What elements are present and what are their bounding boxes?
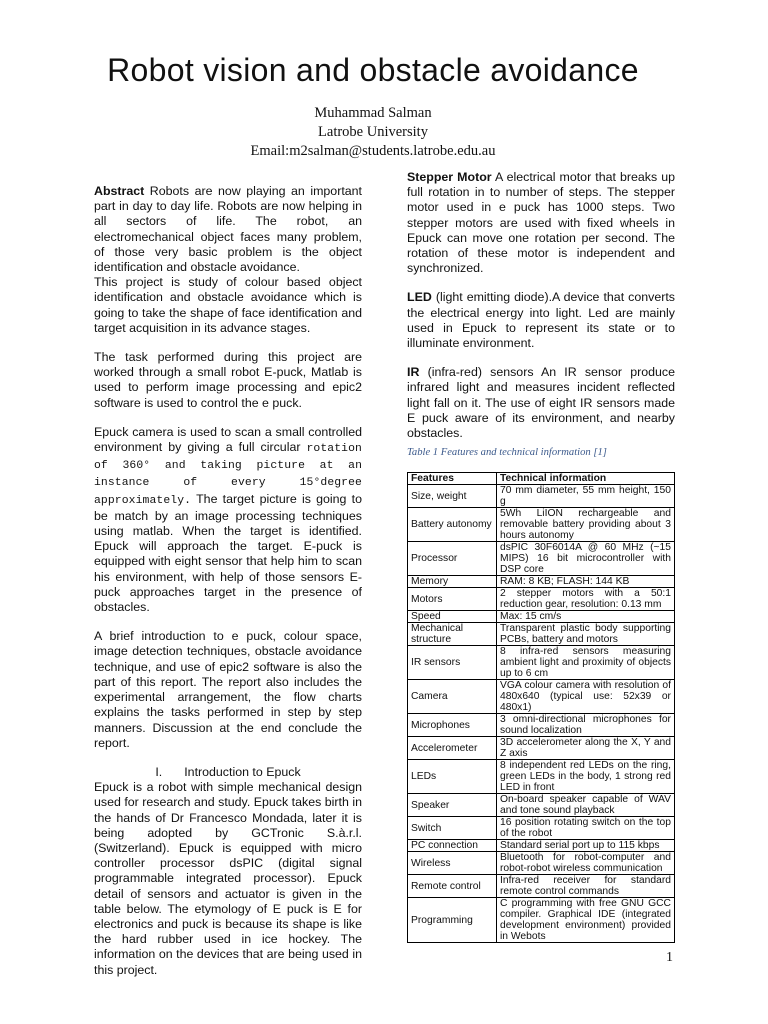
table-cell-info: 3D accelerometer along the X, Y and Z axis: [497, 737, 675, 760]
paragraph-stepper: [407, 170, 675, 276]
table-row: [408, 611, 675, 623]
table-cell-info: 5Wh LiION rechargeable and removable battery providing about 3 hours autonomy: [497, 508, 675, 542]
table-cell-feature: Motors: [408, 588, 497, 611]
table-row: [408, 680, 675, 714]
table-cell-info: Standard serial port up to 115 kbps: [497, 840, 675, 852]
table-cell-feature: IR sensors: [408, 646, 497, 680]
paragraph-led: [407, 290, 675, 351]
table-row: [408, 646, 675, 680]
page-number: 1: [666, 950, 673, 965]
ir-label: IR: [407, 365, 420, 380]
table-cell-feature: Switch: [408, 817, 497, 840]
abstract-text: Robots are now playing an important part in day to day life. Robots are now helping in all sectors of life. The robot, an electromechanical object faces many problem, of those very basic problem is the object identification and obstacle avoidance.: [94, 184, 362, 275]
table-cell-feature: Memory: [408, 576, 497, 588]
table-cell-feature: Microphones: [408, 714, 497, 737]
stepper-label: Stepper Motor: [407, 170, 492, 184]
table-row: [408, 852, 675, 875]
table-cell-feature: Mechanical structure: [408, 623, 497, 646]
table-cell-info: 2 stepper motors with a 50:1 reduction gear, resolution: 0.13 mm: [497, 588, 675, 611]
camera-text-rotation: rotation of 360° and taking picture at an instance of every 15°degree approximately.: [94, 443, 362, 507]
table-cell-feature: Wireless: [408, 852, 497, 875]
led-text: (light emitting diode).A device that converts the electrical energy into light. Led are mainly used in Epuck to represent its state or to illuminate environment.: [407, 290, 675, 351]
abstract-text-continued: This project is study of colour based object identification and obstacle avoidance which is going to take the shape of face identification and target acquisition in its advance stages.: [94, 275, 362, 335]
table-cell-info: VGA colour camera with resolution of 480x640 (typical use: 52x39 or 480x1): [497, 680, 675, 714]
paper-title: Robot vision and obstacle avoidance: [107, 52, 639, 88]
table-cell-info: C programming with free GNU GCC compiler. Graphical IDE (integrated development environment) provided in Webots: [497, 898, 675, 943]
table-cell-info: dsPIC 30F6014A @ 60 MHz (~15 MIPS) 16 bit microcontroller with DSP core: [497, 542, 675, 576]
table-row: [408, 875, 675, 898]
table-cell-info: On-board speaker capable of WAV and tone sound playback: [497, 794, 675, 817]
table-header-info: Technical information: [497, 473, 675, 485]
stepper-text: A electrical motor that breaks up full rotation in to number of steps. The stepper motor used in e puck has 1000 steps. Two stepper motors are used with fixed wheels in Epuck can move one rotation per second. The rotation of these motor is independent and synchronized.: [407, 170, 675, 276]
table-cell-feature: Programming: [408, 898, 497, 943]
spec-table: [407, 472, 675, 943]
led-label: LED: [407, 290, 432, 305]
table-header-row: [408, 473, 675, 485]
table-caption: Table 1 Features and technical information [1]: [407, 447, 607, 459]
table-cell-feature: Speed: [408, 611, 497, 623]
paragraph-task: The task performed during this project are worked through a small robot E-puck, Matlab is used to perform image processing and epic2 software is used to control the e puck.: [94, 350, 362, 410]
table-header-features: Features: [408, 473, 497, 485]
table-cell-feature: Size, weight: [408, 485, 497, 508]
table-cell-info: Bluetooth for robot-computer and robot-robot wireless communication: [497, 852, 675, 875]
author-affiliation: Latrobe University: [318, 124, 428, 140]
table-cell-feature: Processor: [408, 542, 497, 576]
left-column: [94, 184, 362, 992]
author-block: [0, 104, 746, 161]
table-cell-info: 16 position rotating switch on the top of the robot: [497, 817, 675, 840]
camera-text-c: The target picture is going to be match by an image processing techniques using matlab. When the target is identified. Epuck will approach the target. E-puck is equipped with eight sensor that help him to scan his environment, with help of those sensors E-puck approaches target in the presence of obstacles.: [94, 491, 363, 615]
paragraph-ir: [407, 365, 675, 441]
paragraph-intro: A brief introduction to e puck, colour space, image detection techniques, obstacle avoidance technique, and use of epic2 software is also the part of this report. The report also includes the experimental arrangement, the flow charts explains the tasks performed in step by step manners. Discussion at the end conclude the report.: [94, 629, 362, 750]
section-heading: [94, 765, 362, 780]
table-cell-info: RAM: 8 KB; FLASH: 144 KB: [497, 576, 675, 588]
table-row: [408, 840, 675, 852]
table-row: [408, 714, 675, 737]
table-cell-info: 8 infra-red sensors measuring ambient light and proximity of objects up to 6 cm: [497, 646, 675, 680]
table-cell-feature: Speaker: [408, 794, 497, 817]
table-cell-info: 3 omni-directional microphones for sound localization: [497, 714, 675, 737]
abstract: [94, 184, 362, 336]
table-row: [408, 576, 675, 588]
table-cell-feature: LEDs: [408, 760, 497, 794]
paragraph-epuck: Epuck is a robot with simple mechanical design used for research and study. Epuck takes birth in the hands of Dr Francesco Mondada, later it is being adopted by GCTronic S.à.r.l. (Switzerland). Epuck is equipped with micro controller processor dsPIC (digital signal programmable integrated processor). Epuck detail of sensors and actuator is given in the table below. The etymology of E puck is E for electronics and puck is because its shape is like the hard rubber used in ice hockey. The information on the devices that are being used in this project.: [94, 780, 362, 977]
table-cell-info: Transparent plastic body supporting PCBs, battery and motors: [497, 623, 675, 646]
table-row: [408, 508, 675, 542]
table-cell-feature: PC connection: [408, 840, 497, 852]
right-column: [407, 170, 675, 943]
table-row: [408, 542, 675, 576]
section-title: Introduction to Epuck: [184, 764, 301, 779]
table-row: [408, 485, 675, 508]
table-cell-info: 8 independent red LEDs on the ring, green LEDs in the body, 1 strong red LED in front: [497, 760, 675, 794]
table-cell-feature: Remote control: [408, 875, 497, 898]
author-name: Muhammad Salman: [314, 105, 432, 121]
table-cell-feature: Camera: [408, 680, 497, 714]
table-row: [408, 794, 675, 817]
table-cell-feature: Battery autonomy: [408, 508, 497, 542]
ir-text: (infra-red) sensors An IR sensor produce infrared light and measures incident reflected light fall on it. The use of eight IR sensors made E puck aware of its environment, and nearby obstacles.: [407, 365, 675, 441]
section-number: I.: [155, 764, 163, 779]
table-body: [408, 485, 675, 943]
table-row: [408, 623, 675, 646]
table-cell-info: Max: 15 cm/s: [497, 611, 675, 623]
paragraph-camera: [94, 425, 362, 615]
table-row: [408, 588, 675, 611]
table-row: [408, 898, 675, 943]
table-cell-info: 70 mm diameter, 55 mm height, 150 g: [497, 485, 675, 508]
camera-text-a: Epuck camera is used to scan a small controlled environment by giving a full circular: [94, 424, 362, 455]
author-email: Email:m2salman@students.latrobe.edu.au: [250, 143, 496, 159]
table-row: [408, 817, 675, 840]
table-row: [408, 737, 675, 760]
table-cell-info: Infra-red receiver for standard remote control commands: [497, 875, 675, 898]
table-cell-feature: Accelerometer: [408, 737, 497, 760]
table-row: [408, 760, 675, 794]
abstract-label: Abstract: [94, 184, 145, 198]
